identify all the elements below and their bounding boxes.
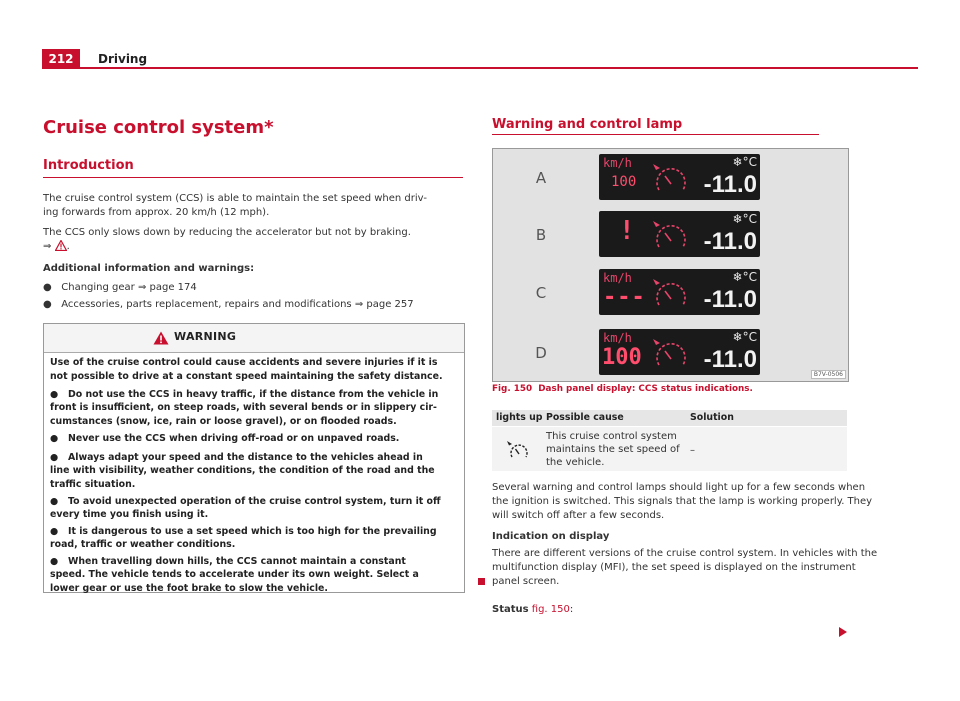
outside-temperature: -11.0	[703, 286, 757, 313]
cruise-control-icon	[651, 277, 691, 315]
set-speed-dashes: ---	[603, 285, 646, 310]
set-speed: 100	[602, 345, 642, 370]
col-header-possible-cause: Possible cause	[546, 412, 624, 423]
continue-arrow-icon	[839, 627, 847, 637]
warning-intro-line-2: not possible to drive at a constant speed maintaining the safety distance.	[50, 371, 443, 382]
kmh-unit: km/h	[603, 271, 632, 285]
cause-cell: This cruise control system maintains the set speed of the vehicle.	[546, 431, 680, 468]
status-label: Status	[492, 604, 529, 615]
temperature-unit: ❄°C	[732, 212, 757, 226]
warning-item-2: ● Never use the CCS when driving off-road or on unpaved roads.	[50, 433, 400, 444]
cruise-control-icon	[651, 337, 691, 375]
figure-reference-link[interactable]: fig. 150	[531, 604, 570, 615]
fault-exclamation: !	[619, 216, 635, 246]
temperature-unit: ❄°C	[732, 155, 757, 169]
col-header-solution: Solution	[690, 412, 734, 423]
outside-temperature: -11.0	[703, 346, 757, 373]
kmh-unit: km/h	[603, 331, 632, 345]
section-rule-right	[492, 134, 819, 135]
intro-paragraph-line-1: The cruise control system (CCS) is able to maintain the set speed when driv-	[43, 193, 427, 204]
intro-paragraph-line-2: ing forwards from approx. 20 km/h (12 mph).	[43, 207, 270, 218]
additional-info-heading: Additional information and warnings:	[43, 263, 255, 274]
solution-cell: –	[690, 445, 695, 456]
lamp-check-paragraph: Several warning and control lamps should light up for a few seconds when the ignition is switched. This signals that the lamp is working properly. They will switch off after a few seconds.	[492, 482, 873, 521]
display-panel-a	[599, 154, 760, 200]
display-heading: Indication on display	[492, 531, 610, 542]
warning-intro-line-1: Use of the cruise control could cause accidents and severe injuries if it is	[50, 357, 438, 368]
section-title-warning-lamp: Warning and control lamp	[492, 117, 683, 132]
bullet-accessories[interactable]: ● Accessories, parts replacement, repairs and modifications ⇒ page 257	[43, 299, 414, 310]
dash-panel-figure	[492, 148, 849, 382]
reference-arrow: ⇒	[43, 241, 52, 252]
display-panel-b	[599, 211, 760, 257]
main-title: Cruise control system*	[43, 117, 274, 138]
kmh-unit: km/h	[603, 156, 632, 170]
warning-reference: ⇒ .	[43, 240, 70, 256]
caption-label: Fig. 150	[492, 384, 533, 394]
chapter-title: Driving	[98, 52, 148, 66]
warning-item-5: ● It is dangerous to use a set speed which is too high for the prevailing road, traffic or weather conditions.	[50, 526, 437, 551]
figure-code: B7V-0506	[811, 370, 846, 379]
warning-item-1: ● Do not use the CCS in heavy traffic, if the distance from the vehicle in front is insufficient, on steep roads, with several bends or in slippery cir- cumstances (snow, ice, rain or loose gravel), or on flooded roads.	[50, 389, 439, 427]
cruise-control-lamp-icon	[506, 440, 530, 464]
cruise-control-icon	[651, 219, 691, 257]
display-panel-c	[599, 269, 760, 315]
warning-item-6: ● When travelling down hills, the CCS cannot maintain a constant speed. The vehicle tends to accelerate under its own weight. Select a lower gear or use the foot brake to slow the vehicle.	[50, 556, 419, 594]
warning-triangle-icon	[153, 330, 169, 349]
bullet-changing-gear[interactable]: ● Changing gear ⇒ page 174	[43, 282, 197, 293]
section-title-introduction: Introduction	[43, 158, 134, 173]
section-end-marker	[478, 578, 485, 585]
set-speed: 100	[611, 174, 637, 190]
warning-item-3: ● Always adapt your speed and the distance to the vehicles ahead in line with visibility, weather conditions, the condition of the road and the traffic situation.	[50, 452, 435, 490]
display-paragraph: There are different versions of the cruise control system. In vehicles with the multifunction display (MFI), the set speed is displayed on the instrument panel screen.	[492, 548, 878, 587]
warning-title: WARNING	[174, 330, 237, 343]
header-rule	[42, 67, 918, 69]
warning-item-4: ● To avoid unexpected operation of the cruise control system, turn it off every time you finish using it.	[50, 496, 441, 521]
warning-triangle-icon[interactable]	[55, 240, 67, 256]
braking-paragraph: The CCS only slows down by reducing the accelerator but not by braking.	[43, 227, 411, 238]
panel-letter-c: C	[535, 284, 547, 302]
temperature-unit: ❄°C	[732, 330, 757, 344]
panel-letter-a: A	[535, 169, 547, 187]
display-panel-d	[599, 329, 760, 375]
cruise-control-icon	[651, 162, 691, 200]
col-header-lights-up: lights up	[496, 412, 543, 423]
section-rule	[43, 177, 463, 178]
temperature-unit: ❄°C	[732, 270, 757, 284]
outside-temperature: -11.0	[703, 228, 757, 255]
panel-letter-b: B	[535, 226, 547, 244]
warning-header	[44, 324, 464, 353]
status-line	[492, 603, 573, 617]
warning-box	[43, 323, 465, 593]
status-colon: :	[569, 604, 574, 615]
panel-letter-d: D	[535, 344, 547, 362]
figure-caption	[492, 384, 753, 394]
page-number: 212	[42, 49, 80, 69]
outside-temperature: -11.0	[703, 171, 757, 198]
caption-text: Dash panel display: CCS status indications.	[538, 384, 753, 394]
